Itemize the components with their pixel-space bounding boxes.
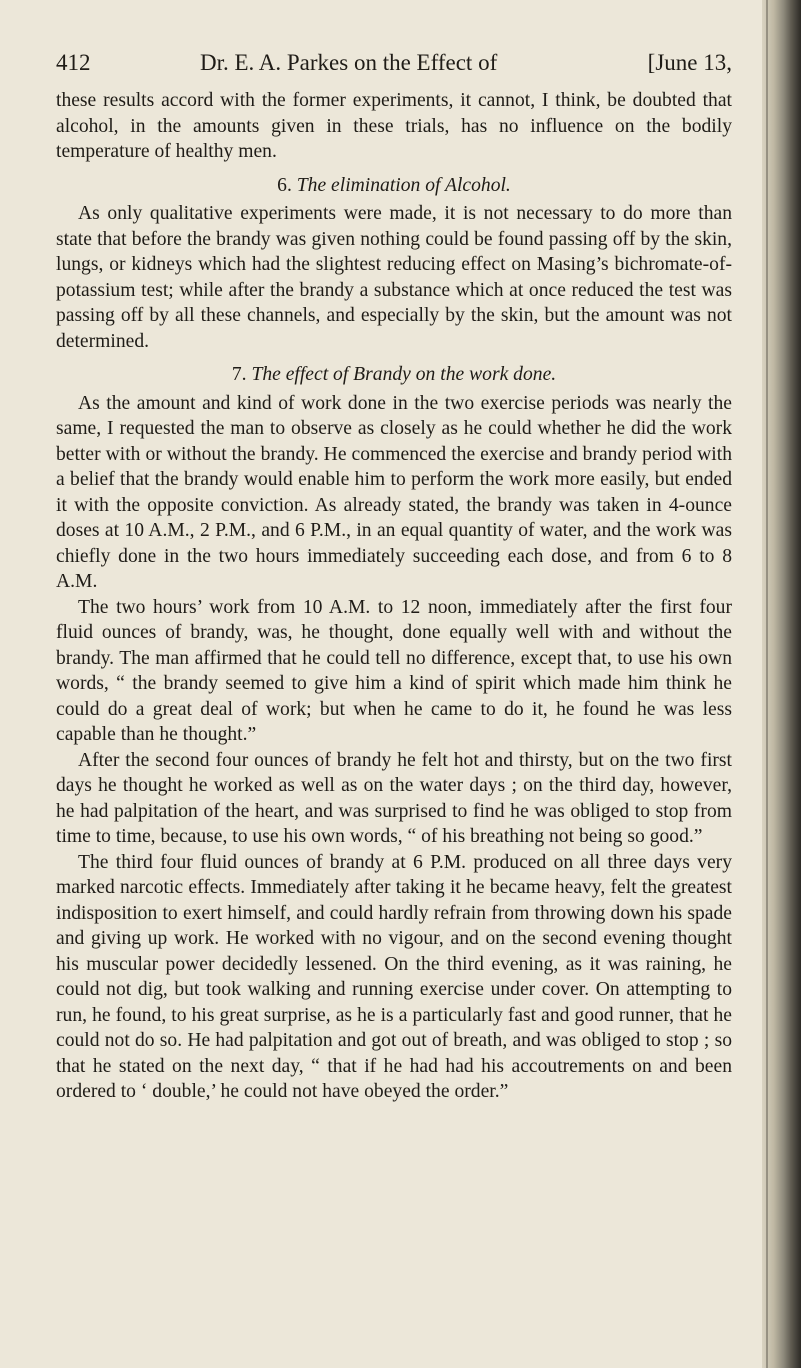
book-spine-shadow-line	[766, 0, 768, 1368]
paragraph-third-dose: The third four fluid ounces of brandy at 6 P.M. produced on all three days very marked narcotic effects. Immediately after taking it he became heavy, felt the greatest indisposition to exert himself, and could hardly refrain from throwing down his spade and giving up work. He worked with no vigour, and on the second evening thought his muscular power decidedly lessened. On the third evening, as it was raining, he could not dig, but took walking and running exercise under cover. On attempting to run, he found, to his great surprise, as he is a particularly fast and good runner, that he could not do so. He had palpitation and got out of breath, and was obliged to stop ; so that he stated on the next day, “ that if he had had his accoutrements on and been ordered to ‘ double,’ he could not have obeyed the order.”	[56, 851, 732, 1102]
section-title-6: The elimination of Alcohol.	[296, 174, 511, 196]
paragraph-intro: these results accord with the former experiments, it cannot, I think, be doubted that alcohol, in the amounts given in these trials, has no influence on the bodily temperature of healthy men.	[56, 90, 732, 162]
section-number-6: 6.	[277, 174, 292, 196]
section-number-7: 7.	[231, 364, 247, 385]
section-heading-6	[56, 173, 732, 199]
section-heading-7	[56, 362, 732, 388]
page-header	[56, 50, 732, 84]
paragraph-second-dose: After the second four ounces of brandy he felt hot and thirsty, but on the two first days he thought he worked as well as on the water days ; on the third day, however, he had palpitation of the heart, and was surprised to find he was obliged to stop from time to time, because, to use his own words, “ of his breathing not being so good.”	[56, 749, 732, 847]
paragraph-elimination: As only qualitative experiments were made, it is not necessary to do more than state that before the brandy was given nothing could be found passing off by the skin, lungs, or kidneys which had the slightest reducing effect on Masing’s bichromate-of-potassium test; while after the brandy a substance which at once reduced the test was passing off by all these channels, and especially by the skin, but the amount was not determined.	[56, 203, 732, 352]
running-title: Dr. E. A. Parkes on the Effect of	[200, 50, 498, 75]
paragraph-first-dose: The two hours’ work from 10 A.M. to 12 noon, immediately after the first four fluid ounces of brandy, was, he thought, done equally well with and without the brandy. The man affirmed that he could tell no difference, except that, to use his own words, “ the brandy seemed to give him a kind of spirit which made him think he could do a great deal of work; but when he came to do it, he found he was less capable than he thought.”	[56, 596, 732, 745]
header-date: [June 13,	[647, 50, 732, 75]
page-body	[56, 88, 732, 1105]
paragraph-work-intro: As the amount and kind of work done in the two exercise periods was nearly the same, I requested the man to observe as closely as he could whether he did the work better with or without the brandy. He commenced the exercise and brandy period with a belief that the brandy would enable him to perform the work more easily, but ended it with the opposite conviction. As already stated, the brandy was taken in 4-ounce doses at 10 A.M., 2 P.M., and 6 P.M., in an equal quantity of water, and the work was chiefly done in the two hours immediately succeeding each dose, and from 6 to 8 A.M.	[56, 392, 732, 592]
section-title-7: The effect of Brandy on the work done.	[251, 364, 557, 385]
page-number: 412	[56, 50, 91, 75]
